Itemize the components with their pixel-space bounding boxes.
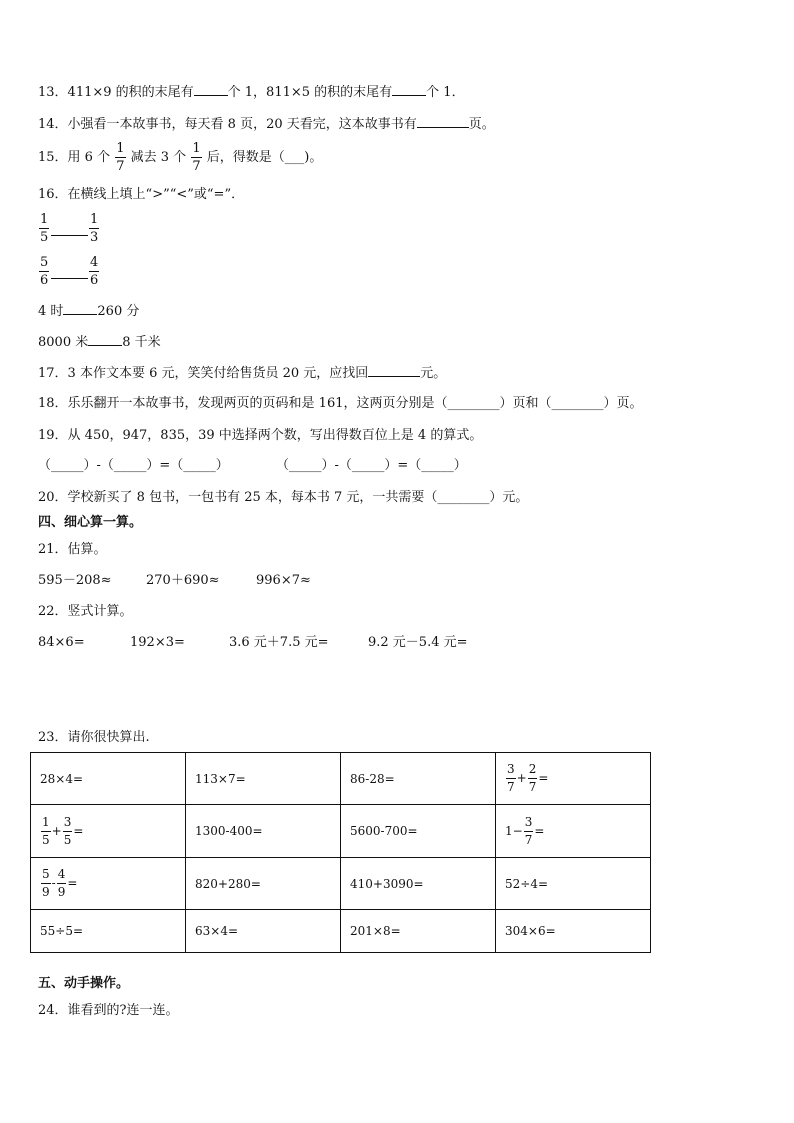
calc-cell: 1− $\frac{3}{7}$ = <box>496 805 651 858</box>
calc-cell: 1300-400= <box>186 805 341 858</box>
calc-cell: $\frac{1}{5}$ + $\frac{3}{5}$ = <box>31 805 186 858</box>
compare-row-3: 4 时 260 分 <box>38 304 140 319</box>
estimate-item: 270＋690≈ <box>146 573 220 588</box>
calc-cell: 86-28= <box>341 753 496 805</box>
fraction: $\frac{3}{7}$ <box>507 762 515 794</box>
fraction: $\frac{5}{9}$ <box>42 867 50 899</box>
fraction: $\frac{1}{7}$ <box>192 141 201 174</box>
question-15: 15．用 6 个 $\frac{1}{7}$ 减去 3 个 $\frac{1}{7}$ 后，得数是（___)。 <box>38 141 323 174</box>
calc-cell: 820+280= <box>186 858 341 910</box>
answer-blank[interactable] <box>368 364 420 377</box>
answer-blank[interactable] <box>51 235 88 236</box>
question-23: 23．请你很快算出. <box>38 730 150 745</box>
calc-cell: 113×7= <box>186 753 341 805</box>
question-17: 17．3 本作文本要 6 元，笑笑付给售货员 20 元，应找回 元。 <box>38 366 447 381</box>
calc-cell: $\frac{3}{7}$ + $\frac{2}{7}$ = <box>496 753 651 805</box>
answer-blank[interactable] <box>88 333 122 346</box>
fraction: $\frac{1}{7}$ <box>116 141 125 174</box>
expression-blank-1[interactable]: （_____）-（_____）=（_____） <box>38 458 229 473</box>
question-24: 24．谁看到的?连一连。 <box>38 1003 179 1018</box>
fraction: $\frac{4}{9}$ <box>57 867 66 899</box>
calc-cell: 304×6= <box>496 910 651 953</box>
question-14: 14．小强看一本故事书，每天看 8 页，20 天看完，这本故事书有 页。 <box>38 117 495 132</box>
fraction: $\frac{3}{7}$ <box>524 814 533 847</box>
calc-cell: 63×4= <box>186 910 341 953</box>
fraction: $\frac{1}{5}$ <box>42 814 50 847</box>
fraction: $\frac{2}{7}$ <box>528 762 537 794</box>
section-5-heading: 五、动手操作。 <box>38 976 130 991</box>
estimate-item: 996×7≈ <box>256 573 311 588</box>
calc-cell: 52÷4= <box>496 858 651 910</box>
question-19: 19．从 450，947，835，39 中选择两个数，写出得数百位上是 4 的算式。 <box>38 428 483 443</box>
calc-cell: $\frac{5}{9}$ - $\frac{4}{9}$ = <box>31 858 186 910</box>
answer-blank[interactable] <box>51 278 88 279</box>
question-22: 22．竖式计算。 <box>38 604 133 619</box>
quick-calc-table <box>30 752 651 953</box>
calc-cell: 410+3090= <box>341 858 496 910</box>
calc-cell: 55÷5= <box>31 910 186 953</box>
fraction: $\frac{5}{6}$ <box>40 255 49 288</box>
vertical-calc-item: 84×6= <box>38 635 85 650</box>
question-13: 13．411×9 的积的末尾有 个 1，811×5 的积的末尾有 个 1． <box>38 85 465 100</box>
answer-blank[interactable] <box>194 83 228 96</box>
section-4-heading: 四、细心算一算。 <box>38 515 143 530</box>
calc-cell: 201×8= <box>341 910 496 953</box>
answer-blank[interactable] <box>63 302 97 315</box>
answer-blank[interactable] <box>417 115 469 128</box>
vertical-calc-item: 9.2 元－5.4 元= <box>368 635 468 650</box>
calc-cell: 28×4= <box>31 753 186 805</box>
question-20: 20．学校新买了 8 包书，一包书有 25 本，每本书 7 元，一共需要（________）元。 <box>38 490 529 505</box>
vertical-calc-item: 3.6 元＋7.5 元= <box>229 635 329 650</box>
vertical-calc-item: 192×3= <box>130 635 185 650</box>
fraction: $\frac{1}{5}$ <box>40 212 49 245</box>
question-21: 21．估算。 <box>38 542 107 557</box>
fraction: $\frac{1}{3}$ <box>90 212 99 245</box>
fraction: $\frac{3}{5}$ <box>63 814 72 847</box>
question-16: 16．在横线上填上“>”“<”或“=”． <box>38 187 245 202</box>
question-18: 18．乐乐翻开一本故事书，发现两页的页码和是 161，这两页分别是（________）页和（________）页。 <box>38 396 643 411</box>
fraction: $\frac{4}{6}$ <box>90 255 99 288</box>
answer-blank[interactable] <box>392 83 426 96</box>
compare-row-4: 8000 米 8 千米 <box>38 335 161 350</box>
expression-blank-2[interactable]: （_____）-（_____）=（_____） <box>276 458 467 473</box>
estimate-item: 595－208≈ <box>38 573 112 588</box>
calc-cell: 5600-700= <box>341 805 496 858</box>
